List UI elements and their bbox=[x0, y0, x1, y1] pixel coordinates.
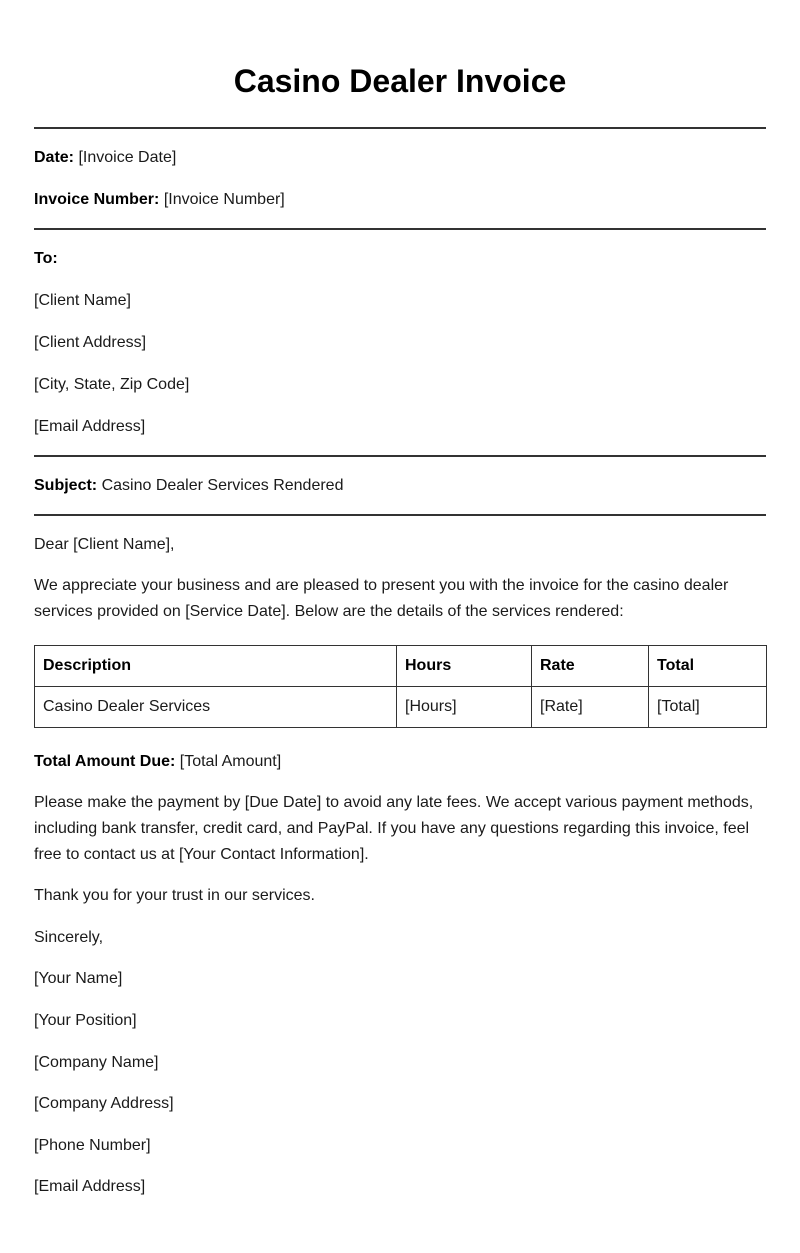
invoice-number-value: [Invoice Number] bbox=[163, 191, 285, 208]
divider bbox=[34, 228, 766, 230]
signature-position: [Your Position] bbox=[34, 1012, 137, 1029]
invoice-date bbox=[34, 145, 766, 171]
subject-line bbox=[34, 473, 766, 499]
divider bbox=[34, 514, 766, 516]
greeting: Dear [Client Name], bbox=[34, 536, 175, 553]
intro-paragraph: We appreciate your business and are pleased to present you with the invoice for the casino dealer services provided on [Service Date]. Below are the details of the services rendered: bbox=[34, 577, 729, 620]
column-header-rate: Rate bbox=[532, 646, 649, 687]
total-label: Total Amount Due: bbox=[34, 753, 176, 770]
signature-email: [Email Address] bbox=[34, 1178, 146, 1195]
signature-company-address: [Company Address] bbox=[34, 1095, 174, 1112]
column-header-description: Description bbox=[35, 646, 397, 687]
thanks-line: Thank you for your trust in our services. bbox=[34, 887, 315, 904]
column-header-hours: Hours bbox=[397, 646, 532, 687]
subject-value: Casino Dealer Services Rendered bbox=[101, 477, 344, 494]
total-value: [Total Amount] bbox=[179, 753, 282, 770]
recipient-label: To: bbox=[34, 250, 58, 267]
cell-hours: [Hours] bbox=[397, 687, 532, 728]
signature-phone: [Phone Number] bbox=[34, 1137, 151, 1154]
signature-company: [Company Name] bbox=[34, 1054, 159, 1071]
subject-label: Subject: bbox=[34, 477, 98, 494]
recipient-city-state-zip: [City, State, Zip Code] bbox=[34, 376, 190, 393]
cell-rate: [Rate] bbox=[532, 687, 649, 728]
date-value: [Invoice Date] bbox=[78, 149, 177, 166]
divider bbox=[34, 127, 766, 129]
services-table bbox=[34, 645, 767, 728]
column-header-total: Total bbox=[649, 646, 767, 687]
page-title: Casino Dealer Invoice bbox=[233, 63, 567, 99]
recipient-email: [Email Address] bbox=[34, 418, 146, 435]
cell-description: Casino Dealer Services bbox=[35, 687, 397, 728]
table-header-row bbox=[35, 646, 767, 687]
payment-paragraph: Please make the payment by [Due Date] to avoid any late fees. We accept various payment methods, including bank transfer, credit card, and PayPal. If you have any questions regarding this invoice, feel free to contact us at [Your Contact Information]. bbox=[34, 794, 754, 863]
closing-line: Sincerely, bbox=[34, 929, 104, 946]
recipient-client-address: [Client Address] bbox=[34, 334, 147, 351]
invoice-number bbox=[34, 187, 766, 213]
invoice-number-label: Invoice Number: bbox=[34, 191, 160, 208]
cell-total: [Total] bbox=[649, 687, 767, 728]
total-amount-due bbox=[34, 749, 766, 775]
signature-name: [Your Name] bbox=[34, 970, 123, 987]
divider bbox=[34, 455, 766, 457]
recipient-client-name: [Client Name] bbox=[34, 292, 131, 309]
date-label: Date: bbox=[34, 149, 75, 166]
table-row bbox=[35, 687, 767, 728]
